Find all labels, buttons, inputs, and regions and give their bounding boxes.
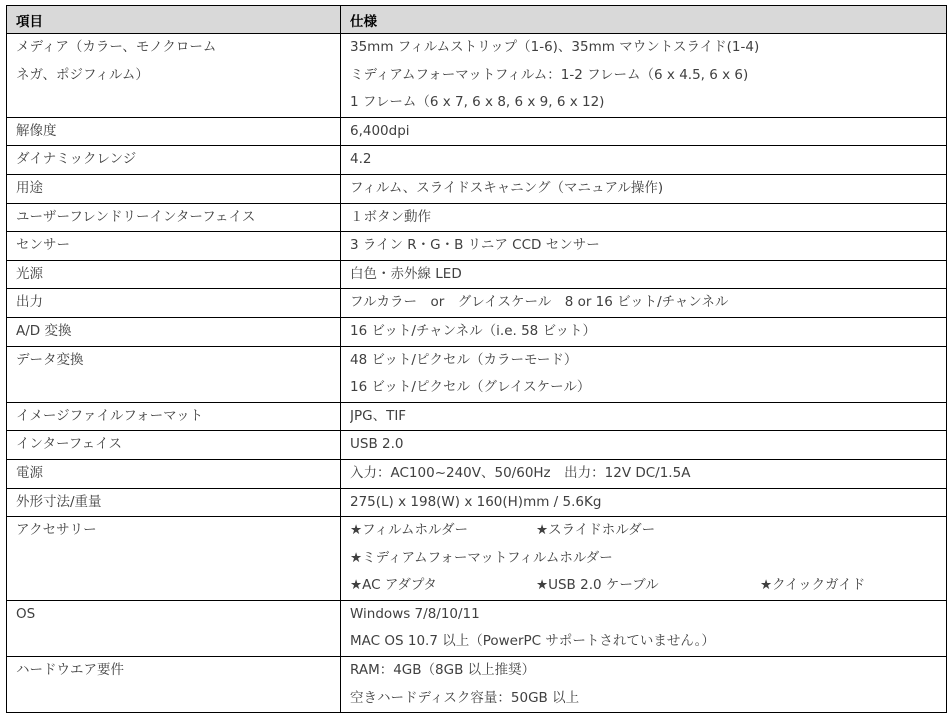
spec-value-line: 4.2: [350, 151, 372, 168]
table-row: [7, 174, 947, 203]
spec-item-label: 電源: [16, 464, 43, 481]
spec-value-line: フルカラー or グレイスケール 8 or 16 ビット/チャンネル: [350, 294, 729, 311]
spec-item-cell: [7, 657, 341, 713]
spec-item-cell: [7, 517, 341, 601]
accessory-item: ★クイックガイド: [760, 577, 866, 594]
spec-value-cell: [341, 117, 947, 146]
spec-value-line: RAM：4GB（8GB 以上推奨）: [350, 662, 536, 679]
spec-item-label: 外形寸法/重量: [16, 493, 102, 510]
spec-value-line: ミディアムフォーマットフィルム：1-2 フレーム（6 x 4.5, 6 x 6): [350, 66, 749, 83]
spec-item-cell: [7, 117, 341, 146]
spec-item-cell: [7, 260, 341, 289]
spec-item-cell: [7, 431, 341, 460]
spec-value-line: 入力：AC100~240V、50/60Hz 出力：12V DC/1.5A: [350, 464, 691, 481]
accessory-line: [350, 517, 946, 545]
spec-value-cell: [341, 346, 947, 402]
accessory-line: [350, 545, 946, 573]
spec-item-label: 解像度: [16, 122, 57, 139]
spec-value-line: 空きハードディスク容量：50GB 以上: [350, 689, 580, 706]
table-row: [7, 260, 947, 289]
spec-value-cell: [341, 34, 947, 118]
spec-item-label: OS: [16, 605, 36, 622]
spec-item-cell: [7, 232, 341, 261]
spec-value-cell: [341, 431, 947, 460]
spec-value-cell: [341, 517, 947, 601]
table-row: [7, 459, 947, 488]
spec-value-line: 275(L) x 198(W) x 160(H)mm / 5.6Kg: [350, 493, 602, 510]
table-row: [7, 317, 947, 346]
spec-item-cell: [7, 174, 341, 203]
table-row: [7, 203, 947, 232]
spec-item-cell: [7, 34, 341, 118]
table-row: [7, 117, 947, 146]
accessory-item: ★AC アダプタ: [350, 577, 437, 594]
table-row: [7, 517, 947, 601]
header-item: 項目: [7, 6, 341, 34]
spec-item-label: 光源: [16, 265, 43, 282]
table-row: [7, 600, 947, 656]
header-row: [7, 6, 947, 34]
spec-item-label: ハードウエア要件: [16, 662, 124, 679]
spec-item-cell: [7, 402, 341, 431]
accessory-line: [350, 572, 946, 600]
spec-item-cell: [7, 459, 341, 488]
spec-item-label: データ変換: [16, 351, 84, 368]
spec-value-cell: [341, 657, 947, 713]
spec-value-line: 3 ライン R・G・B リニア CCD センサー: [350, 237, 600, 254]
spec-value-cell: [341, 174, 947, 203]
table-row: [7, 34, 947, 118]
spec-value-cell: [341, 402, 947, 431]
spec-item-cell: [7, 203, 341, 232]
table-row: [7, 488, 947, 517]
spec-value-line: Windows 7/8/10/11: [350, 605, 480, 622]
spec-value-cell: [341, 203, 947, 232]
spec-value-line: 48 ビット/ピクセル（カラーモード）: [350, 351, 578, 368]
accessory-item: ★ミディアムフォーマットフィルムホルダー: [350, 549, 613, 566]
spec-item-cell: [7, 317, 341, 346]
spec-item-label: ダイナミックレンジ: [16, 151, 137, 168]
spec-item-label: イメージファイルフォーマット: [16, 407, 204, 424]
spec-item-cell: [7, 289, 341, 318]
spec-table: [6, 5, 947, 713]
spec-item-cell: [7, 346, 341, 402]
spec-value-cell: [341, 459, 947, 488]
spec-item-cell: [7, 600, 341, 656]
spec-item-cell: [7, 488, 341, 517]
spec-value-cell: [341, 488, 947, 517]
spec-value-line: 6,400dpi: [350, 122, 410, 139]
spec-value-line: JPG、TIF: [350, 407, 407, 424]
spec-table-body: [7, 34, 947, 713]
spec-value-cell: [341, 232, 947, 261]
spec-item-label: 出力: [16, 294, 43, 311]
accessory-item: ★スライドホルダー: [536, 522, 656, 539]
spec-value-line: １ボタン動作: [350, 208, 431, 225]
spec-item-label: アクセサリー: [16, 522, 97, 539]
header-spec: 仕様: [341, 6, 947, 34]
spec-value-cell: [341, 146, 947, 175]
accessory-item: ★USB 2.0 ケーブル: [536, 577, 659, 594]
spec-value-cell: [341, 289, 947, 318]
spec-value-line: 白色・赤外線 LED: [350, 265, 462, 282]
spec-item-label: センサー: [16, 237, 70, 254]
spec-item-label: インターフェイス: [16, 436, 122, 453]
spec-item-label: メディア（カラー、モノクローム: [16, 39, 217, 55]
spec-value-line: 1 フレーム（6 x 7, 6 x 8, 6 x 9, 6 x 12): [350, 94, 605, 111]
table-row: [7, 146, 947, 175]
spec-item-label: ユーザーフレンドリーインターフェイス: [16, 208, 256, 225]
spec-item-label: A/D 変換: [16, 322, 72, 339]
table-row: [7, 346, 947, 402]
table-row: [7, 402, 947, 431]
spec-value-cell: [341, 600, 947, 656]
spec-item-label: ネガ、ポジフィルム）: [16, 66, 149, 83]
table-row: [7, 431, 947, 460]
table-row: [7, 232, 947, 261]
spec-item-label: 用途: [16, 179, 43, 196]
spec-item-cell: [7, 146, 341, 175]
spec-value-cell: [341, 260, 947, 289]
spec-value-line: USB 2.0: [350, 436, 404, 453]
spec-value-line: 16 ビット/チャンネル（i.e. 58 ビット）: [350, 322, 597, 339]
spec-value-line: MAC OS 10.7 以上（PowerPC サポートされていません。）: [350, 633, 715, 650]
accessory-item: ★フィルムホルダー: [350, 522, 468, 539]
spec-value-line: 16 ビット/ピクセル（グレイスケール）: [350, 379, 591, 396]
table-row: [7, 289, 947, 318]
spec-value-line: 35mm フィルムストリップ（1-6)、35mm マウントスライド(1-4): [350, 39, 760, 55]
spec-value-line: フィルム、スライドスキャニング（マニュアル操作): [350, 179, 664, 196]
spec-value-cell: [341, 317, 947, 346]
table-row: [7, 657, 947, 713]
